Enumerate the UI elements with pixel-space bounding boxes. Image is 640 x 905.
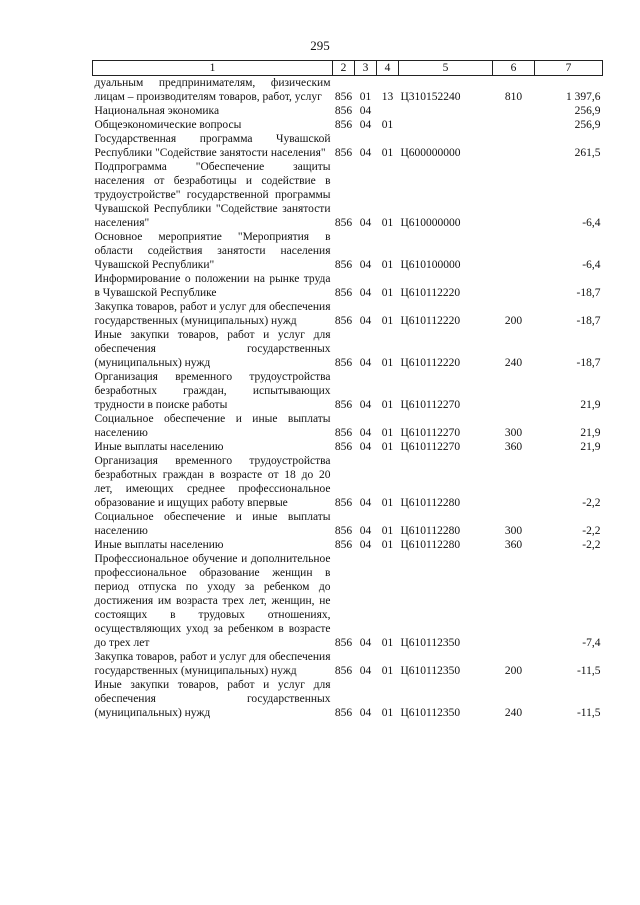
row-ministry-code: 856 xyxy=(334,105,353,117)
row-section-code: 04 xyxy=(359,525,372,537)
table-row xyxy=(93,650,603,678)
row-expense-type xyxy=(493,118,535,132)
header-col-target: 5 xyxy=(399,61,493,76)
row-name: Иные закупки товаров, работ и услуг для обеспечения государственных (муниципальных) нужд xyxy=(94,329,331,369)
row-amount: -11,5 xyxy=(576,665,601,677)
row-subsection-code: 01 xyxy=(381,525,394,537)
row-ministry-code: 856 xyxy=(334,259,353,271)
row-expense-type xyxy=(493,454,535,510)
row-ministry-code: 856 xyxy=(334,91,353,103)
row-name: Социальное обеспечение и иные выплаты населению xyxy=(94,413,331,439)
row-expense-type xyxy=(493,272,535,300)
row-subsection-code: 01 xyxy=(381,399,394,411)
row-ministry-code: 856 xyxy=(334,217,353,229)
row-subsection-code: 01 xyxy=(381,217,394,229)
row-target-code: Ц610112220 xyxy=(400,287,461,299)
row-section-code: 04 xyxy=(359,665,372,677)
row-section-code: 04 xyxy=(359,119,372,131)
row-amount: -2,2 xyxy=(582,539,601,551)
row-ministry-code: 856 xyxy=(334,147,353,159)
row-section-code: 04 xyxy=(359,399,372,411)
row-expense-type: 360 xyxy=(504,539,523,551)
row-subsection-code: 01 xyxy=(381,287,394,299)
row-section-code: 01 xyxy=(359,91,372,103)
table-row xyxy=(93,160,603,230)
row-target-code: Ц310152240 xyxy=(400,91,461,103)
row-section-code: 04 xyxy=(359,441,372,453)
row-target-code: Ц610000000 xyxy=(400,217,461,229)
row-section-code: 04 xyxy=(359,707,372,719)
table-row xyxy=(93,104,603,118)
row-expense-type: 200 xyxy=(504,665,523,677)
row-target-code: Ц610112220 xyxy=(400,315,461,327)
header-col-vr: 6 xyxy=(493,61,535,76)
row-ministry-code: 856 xyxy=(334,315,353,327)
row-expense-type xyxy=(493,552,535,650)
row-name: Организация временного трудоустройства безработных граждан в возрасте от 18 до 20 лет, имеющих среднее профессиональное образование и ищущих работу впервые xyxy=(94,455,331,509)
row-amount: 21,9 xyxy=(580,427,601,439)
row-subsection-code: 01 xyxy=(381,539,394,551)
row-section-code: 04 xyxy=(359,315,372,327)
row-section-code: 04 xyxy=(359,287,372,299)
row-target-code: Ц610100000 xyxy=(400,259,461,271)
table-row xyxy=(93,132,603,160)
row-subsection-code: 01 xyxy=(381,497,394,509)
row-ministry-code: 856 xyxy=(334,357,353,369)
row-amount: 21,9 xyxy=(580,399,601,411)
row-section-code: 04 xyxy=(359,497,372,509)
row-subsection-code: 01 xyxy=(381,147,394,159)
row-subsection-code: 01 xyxy=(381,665,394,677)
table-row xyxy=(93,552,603,650)
row-target-code xyxy=(399,104,493,118)
table-row xyxy=(93,412,603,440)
row-expense-type xyxy=(493,370,535,412)
row-amount: -18,7 xyxy=(576,315,601,327)
row-amount: -2,2 xyxy=(582,497,601,509)
table-row xyxy=(93,510,603,538)
row-section-code: 04 xyxy=(359,105,372,117)
row-amount: 256,9 xyxy=(574,105,601,117)
row-expense-type: 240 xyxy=(504,357,523,369)
row-expense-type: 240 xyxy=(504,707,523,719)
row-section-code: 04 xyxy=(359,259,372,271)
table-row xyxy=(93,230,603,272)
row-amount: -18,7 xyxy=(576,287,601,299)
table-row xyxy=(93,118,603,132)
row-amount: -2,2 xyxy=(582,525,601,537)
row-expense-type: 300 xyxy=(504,525,523,537)
row-expense-type: 810 xyxy=(504,91,523,103)
row-section-code: 04 xyxy=(359,427,372,439)
table-row xyxy=(93,454,603,510)
row-section-code: 04 xyxy=(359,147,372,159)
row-ministry-code: 856 xyxy=(334,119,353,131)
row-ministry-code: 856 xyxy=(334,707,353,719)
row-amount: -6,4 xyxy=(582,217,601,229)
table-row xyxy=(93,272,603,300)
row-name: Основное мероприятие "Мероприятия в области содействия занятости населения Чувашской Республики" xyxy=(94,231,331,271)
row-name: Иные выплаты населению xyxy=(94,539,224,551)
table-row xyxy=(93,300,603,328)
row-name: Иные выплаты населению xyxy=(94,441,224,453)
row-subsection-code xyxy=(377,104,399,118)
row-ministry-code: 856 xyxy=(334,637,353,649)
row-amount: 261,5 xyxy=(574,147,601,159)
row-name: Общеэкономические вопросы xyxy=(94,119,242,131)
row-name: Профессиональное обучение и дополнительное профессиональное образование женщин в период отпуска по уходу за ребенком до достижения им возраста трех лет, женщин, не состоящих в трудовых отношениях, осуществляющих уход за ребенком в возрасте до трех лет xyxy=(94,553,331,649)
table-row xyxy=(93,538,603,552)
row-expense-type xyxy=(493,104,535,118)
row-target-code: Ц610112220 xyxy=(400,357,461,369)
row-target-code: Ц610112280 xyxy=(400,497,461,509)
row-amount: 21,9 xyxy=(580,441,601,453)
table-row xyxy=(93,678,603,720)
table-row xyxy=(93,370,603,412)
row-expense-type xyxy=(493,132,535,160)
row-subsection-code: 01 xyxy=(381,315,394,327)
row-section-code: 04 xyxy=(359,217,372,229)
header-col-amount: 7 xyxy=(535,61,603,76)
table-row xyxy=(93,328,603,370)
row-target-code: Ц610112280 xyxy=(400,539,461,551)
row-name: Социальное обеспечение и иные выплаты населению xyxy=(94,511,331,537)
page-number: 295 xyxy=(310,38,330,53)
row-target-code: Ц600000000 xyxy=(400,147,461,159)
header-col-ministry: 2 xyxy=(333,61,355,76)
table-header xyxy=(93,61,603,76)
row-ministry-code: 856 xyxy=(334,525,353,537)
row-subsection-code: 01 xyxy=(381,259,394,271)
row-target-code: Ц610112350 xyxy=(400,707,461,719)
row-ministry-code: 856 xyxy=(334,427,353,439)
row-subsection-code: 01 xyxy=(381,357,394,369)
row-amount: -7,4 xyxy=(582,637,601,649)
row-ministry-code: 856 xyxy=(334,287,353,299)
row-subsection-code: 01 xyxy=(381,707,394,719)
row-subsection-code: 01 xyxy=(381,441,394,453)
row-target-code: Ц610112270 xyxy=(400,399,461,411)
row-amount: -11,5 xyxy=(576,707,601,719)
row-name: Иные закупки товаров, работ и услуг для обеспечения государственных (муниципальных) нужд xyxy=(94,679,331,719)
table-row xyxy=(93,440,603,454)
row-section-code: 04 xyxy=(359,357,372,369)
row-subsection-code: 01 xyxy=(381,119,394,131)
row-subsection-code: 13 xyxy=(381,91,394,103)
header-row xyxy=(93,61,603,76)
row-target-code: Ц610112350 xyxy=(400,637,461,649)
row-amount: 256,9 xyxy=(574,119,601,131)
row-ministry-code: 856 xyxy=(334,665,353,677)
row-name: Закупка товаров, работ и услуг для обеспечения государственных (муниципальных) нужд xyxy=(94,651,331,677)
row-section-code: 04 xyxy=(359,539,372,551)
row-name: дуальным предпринимателям, физическим лицам – производителям товаров, работ, услуг xyxy=(94,77,331,103)
row-ministry-code: 856 xyxy=(334,539,353,551)
row-ministry-code: 856 xyxy=(334,497,353,509)
row-expense-type: 200 xyxy=(504,315,523,327)
row-name: Национальная экономика xyxy=(94,105,220,117)
row-name: Информирование о положении на рынке труда в Чувашской Республике xyxy=(94,273,331,299)
row-expense-type: 300 xyxy=(504,427,523,439)
header-col-name: 1 xyxy=(93,61,333,76)
row-target-code: Ц610112350 xyxy=(400,665,461,677)
row-amount: -18,7 xyxy=(576,357,601,369)
header-col-subsection: 4 xyxy=(377,61,399,76)
row-ministry-code: 856 xyxy=(334,441,353,453)
row-name: Закупка товаров, работ и услуг для обеспечения государственных (муниципальных) нужд xyxy=(94,301,331,327)
row-subsection-code: 01 xyxy=(381,637,394,649)
row-name: Подпрограмма "Обеспечение защиты населения от безработицы и содействие в трудоустройстве" государственной программы Чувашской Республики "Содействие занятости населения" xyxy=(94,161,331,229)
row-expense-type xyxy=(493,160,535,230)
row-expense-type xyxy=(493,230,535,272)
row-target-code xyxy=(399,118,493,132)
row-amount: -6,4 xyxy=(582,259,601,271)
header-col-section: 3 xyxy=(355,61,377,76)
row-name: Государственная программа Чувашской Республики "Содействие занятости населения" xyxy=(94,133,331,159)
row-name: Организация временного трудоустройства безработных граждан, испытывающих трудности в поиске работы xyxy=(94,371,331,411)
row-target-code: Ц610112270 xyxy=(400,427,461,439)
table-body xyxy=(93,76,603,721)
row-expense-type: 360 xyxy=(504,441,523,453)
budget-table xyxy=(92,60,603,720)
row-subsection-code: 01 xyxy=(381,427,394,439)
row-section-code: 04 xyxy=(359,637,372,649)
row-target-code: Ц610112270 xyxy=(400,441,461,453)
row-amount: 1 397,6 xyxy=(566,91,601,103)
table-row xyxy=(93,76,603,105)
row-target-code: Ц610112280 xyxy=(400,525,461,537)
row-ministry-code: 856 xyxy=(334,399,353,411)
